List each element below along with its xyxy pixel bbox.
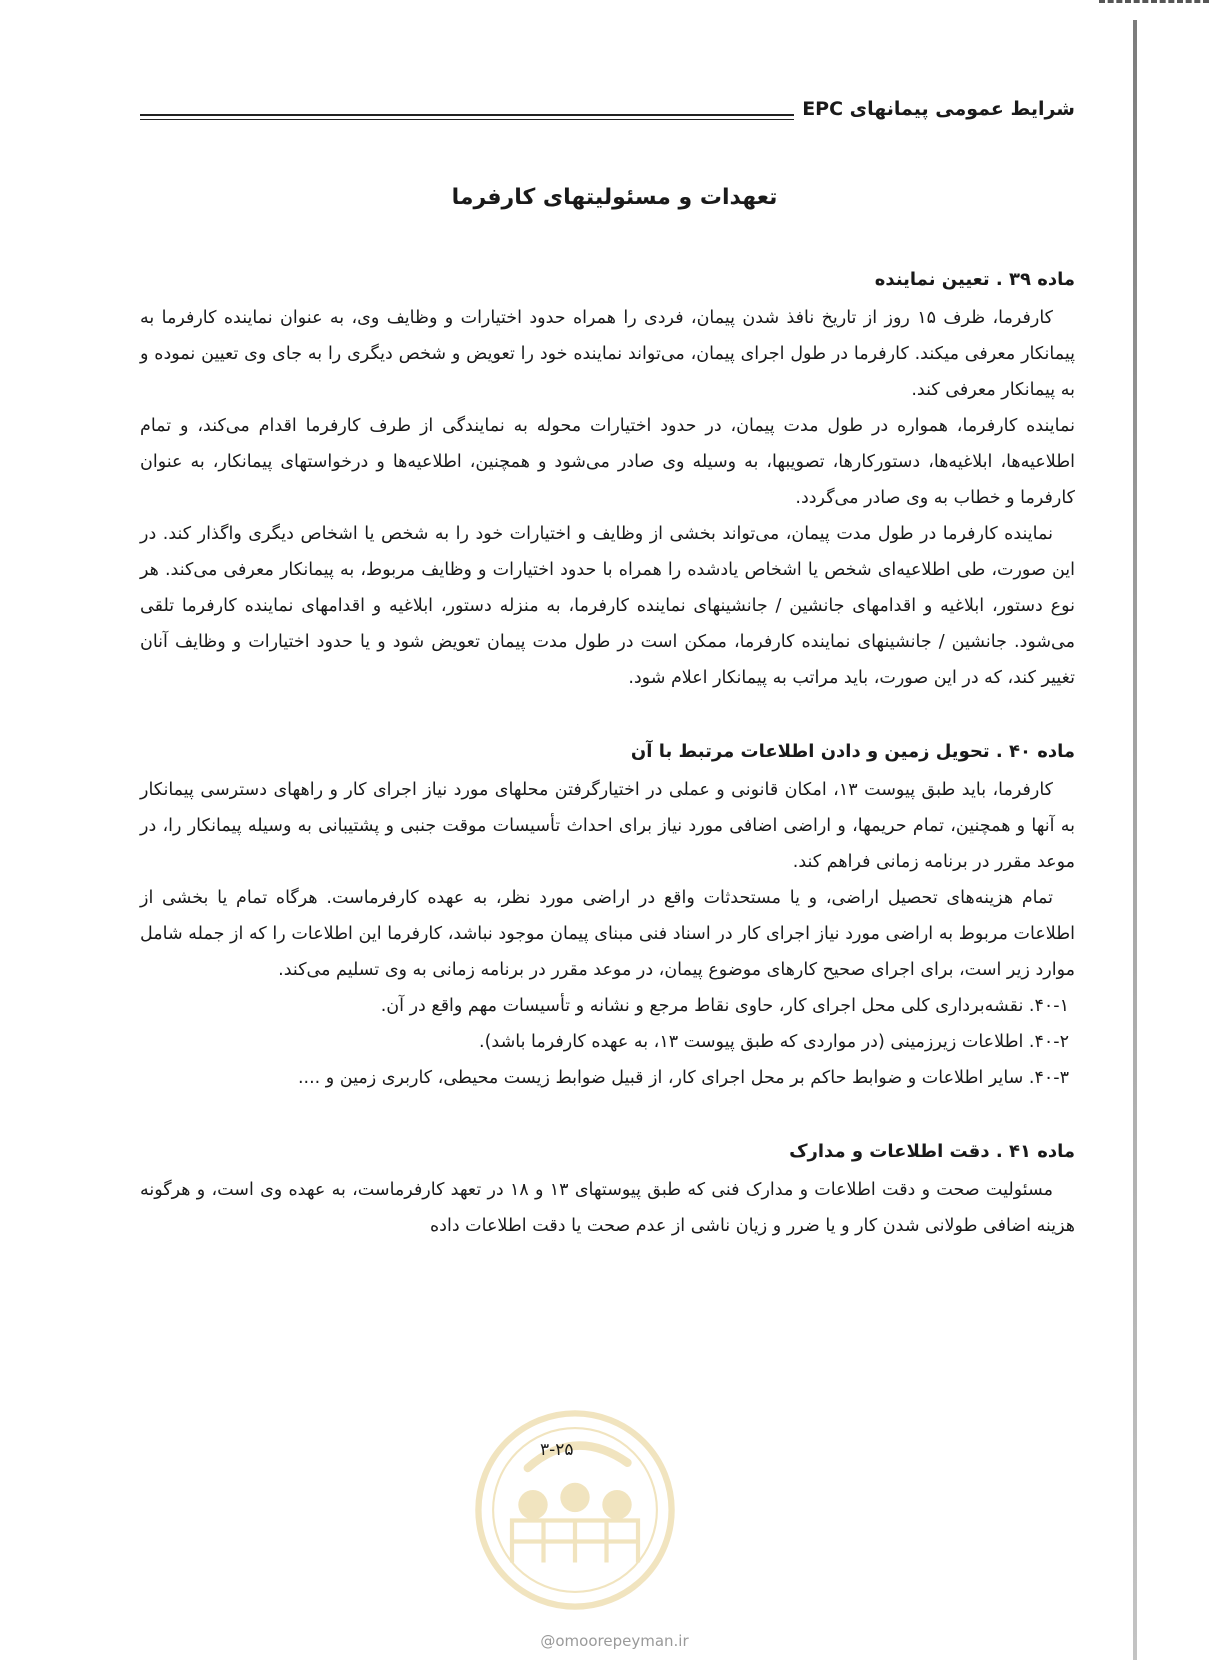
header-title: شرایط عمومی پیمانهای EPC (794, 98, 1075, 120)
watermark-site-text: @omoorepeyman.ir (540, 1632, 689, 1650)
article-heading: ماده ۳۹ . تعیین نماینده (874, 269, 1075, 290)
page-number: ۳-۲۵ (540, 1440, 574, 1460)
article-subitem: ۴۰-۳. سایر اطلاعات و ضوابط حاکم بر محل اجرای کار، از قبیل ضوابط زیست محیطی، کاربری زمین و .... (297, 1068, 1069, 1088)
article-heading: ماده ۴۱ . دقت اطلاعات و مدارک (789, 1141, 1075, 1162)
document-body (140, 262, 1075, 1282)
article-subitem: ۴۰-۱. نقشه‌برداری کلی محل اجرای کار، حاوی نقاط مرجع و نشانه و تأسیسات مهم واقع در آن. (380, 996, 1069, 1016)
article-40 (140, 734, 1075, 1096)
article-39 (140, 262, 1075, 696)
article-subitem: ۴۰-۲. اطلاعات زیرزمینی (در مواردی که طبق پیوست ۱۳، به عهده کارفرما باشد). (479, 1032, 1069, 1052)
article-paragraph: کارفرما، باید طبق پیوست ۱۳، امکان قانونی و عملی در اختیارگرفتن محلهای مورد نیاز اجرای کار و راههای دسترسی پیمانکار به آنها و همچنین، تمام حریمها، و اراضی اضافی مورد نیاز برای احداث تأسیسات موقت جنبی و پشتیبانی به وسیله پیمانکار را، در موعد مقرر در برنامه زمانی فراهم کند. (140, 780, 1075, 872)
scan-edge-line (1133, 20, 1137, 1660)
article-paragraph: مسئولیت صحت و دقت اطلاعات و مدارک فنی که طبق پیوستهای ۱۳ و ۱۸ در تعهد کارفرماست، به عهده وی است، و هرگونه هزینه اضافی طولانی شدن کار و یا ضرر و زیان ناشی از عدم صحت یا دقت اطلاعات داده (140, 1180, 1075, 1236)
running-header (140, 98, 1075, 134)
article-heading: ماده ۴۰ . تحویل زمین و دادن اطلاعات مرتبط با آن (630, 741, 1075, 762)
article-41 (140, 1134, 1075, 1244)
article-paragraph: کارفرما، ظرف ۱۵ روز از تاریخ نافذ شدن پیمان، فردی را همراه حدود اختیارات و وظایف وی، به عنوان نماینده کارفرما به پیمانکار معرفی میکند. کارفرما در طول اجرای پیمان، می‌تواند نماینده خود را تعویض و شخص دیگری را به جای وی تعیین نموده و به پیمانکار معرفی کند. (140, 308, 1075, 400)
header-rule (140, 114, 860, 120)
section-title: تعهدات و مسئولیتهای کارفرما (451, 185, 778, 210)
article-paragraph: نماینده کارفرما، همواره در طول مدت پیمان، در حدود اختیارات محوله به نمایندگی از طرف کارفرما اقدام می‌کند، و تمام اطلاعیه‌ها، ابلاغیه‌ها، دستورکارها، تصویبها، به وسیله وی صادر می‌شود و همچنین، اطلاعیه‌ها و درخواستهای پیمانکار، به عنوان کارفرما و خطاب به وی صادر می‌گردد. (140, 416, 1075, 508)
article-paragraph: تمام هزینه‌های تحصیل اراضی، و یا مستحدثات واقع در اراضی مورد نظر، به عهده کارفرماست. هرگاه تمام یا بخشی از اطلاعات مربوط به اراضی مورد نیاز اجرای کار در اسناد فنی مبنای پیمان موجود نباشد، کارفرما این اطلاعات را که از جمله شامل موارد زیر است، برای اجرای صحیح کارهای موضوع پیمان، در موعد مقرر در برنامه زمانی به وی تسلیم می‌کند. (140, 888, 1075, 980)
watermark-logo-icon (470, 1405, 680, 1615)
article-paragraph: نماینده کارفرما در طول مدت پیمان، می‌تواند بخشی از وظایف و اختیارات خود را به شخص یا اشخاص دیگری واگذار کند. در این صورت، طی اطلاعیه‌ای شخص یا اشخاص یادشده را همراه با حدود اختیارات و وظایف مربوط، به پیمانکار معرفی می‌کند. هر نوع دستور، ابلاغیه و اقدامهای جانشین / جانشینهای نماینده کارفرما، به منزله دستور، ابلاغیه و اقدامهای نماینده کارفرما تلقی می‌شود. جانشین / جانشینهای نماینده کارفرما، ممکن است در طول مدت پیمان تعویض شود و یا حدود اختیارات و وظایف آنان تغییر کند، که در این صورت، باید مراتب به پیمانکار اعلام شود. (140, 524, 1075, 688)
scan-top-marks (1099, 0, 1209, 9)
